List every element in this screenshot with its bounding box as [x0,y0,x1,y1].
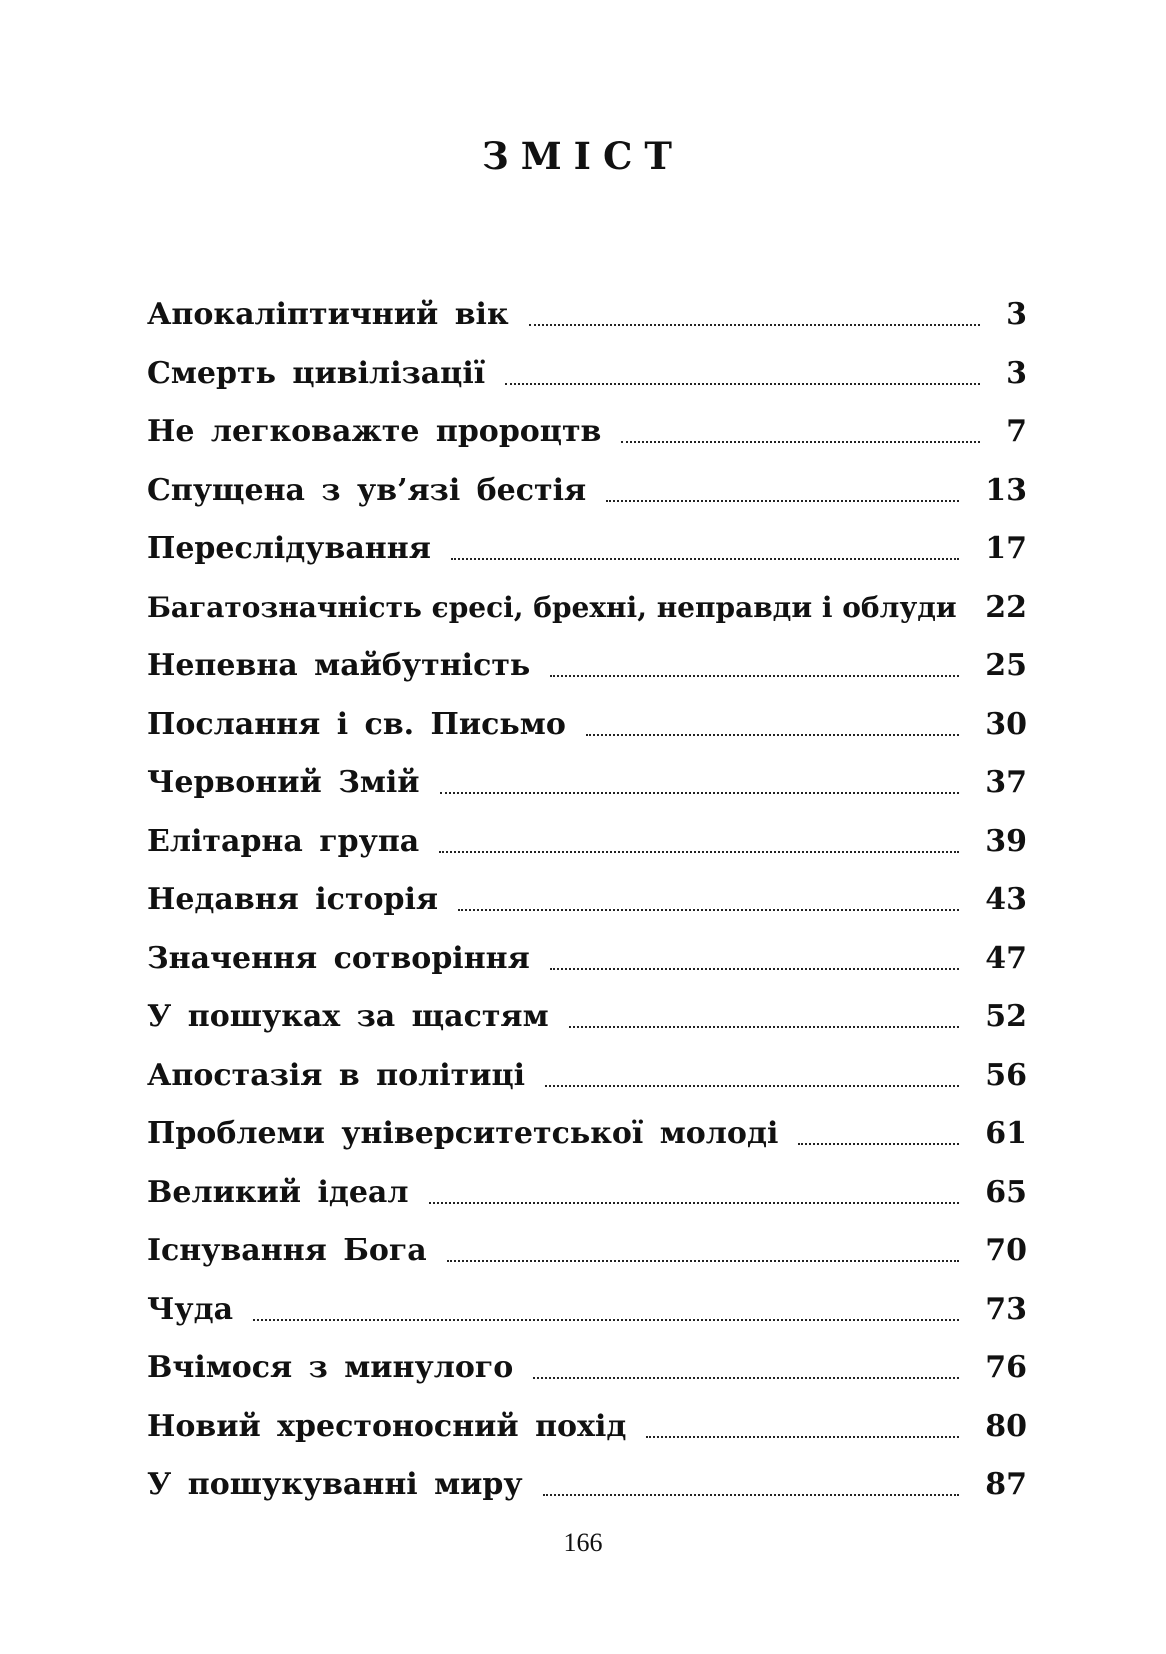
toc-entry-page: 87 [985,1467,1027,1502]
toc-entry [147,1398,1027,1457]
dot-leader [550,675,959,677]
toc-entry-page: 52 [985,999,1027,1034]
toc-entry-page: 47 [985,940,1027,976]
toc-entry-title: Вчімося з минулого [147,1350,514,1385]
page-title: ЗМІСТ [482,134,684,178]
toc-entry-title: Переслідування [147,531,431,566]
toc-entry-title: Існування Бога [147,1233,427,1268]
toc-entry [147,286,1027,345]
toc-entry-title: У пошукуванні миру [147,1467,523,1502]
toc-entry [147,1456,1027,1515]
toc-entry-title: Червоний Змій [147,765,420,800]
dot-leader [606,500,959,502]
toc-entry-page: 13 [985,472,1027,508]
toc-entry-title: Апокаліптичний вік [147,297,509,332]
toc-entry-title: Непевна майбутність [147,648,531,683]
toc-entry-title: Великий ідеал [147,1174,409,1210]
toc-entry [147,813,1027,872]
toc-entry-page: 43 [985,882,1027,917]
toc-entry [147,871,1027,930]
toc-entry-title: Спущена з ув’язі бестія [147,472,587,508]
toc-entry-page: 80 [985,1408,1027,1444]
dot-leader [529,324,981,326]
toc-entry-title: Послання і св. Письмо [147,706,566,742]
toc-entry [147,1047,1027,1106]
toc-entry [147,754,1027,813]
dot-leader [429,1202,960,1204]
toc-entry [147,1105,1027,1164]
toc-entry-page: 61 [985,1116,1027,1151]
toc-entry-title: Проблеми університетської молоді [147,1116,779,1151]
toc-entry-title: Апостазія в політиці [147,1057,526,1093]
toc-entry [147,930,1027,989]
toc-entry-title: Значення сотворіння [147,940,530,976]
dot-leader [569,1026,960,1028]
dot-leader [646,1436,959,1438]
toc-entry-title: Елітарна група [147,823,420,859]
toc-entry-title: Багатозначність єресі, брехні, неправди і облуди [147,590,957,624]
toc-entry [147,403,1027,462]
toc-entry-page: 70 [985,1233,1027,1268]
toc-entry-page: 30 [985,706,1027,742]
dot-leader [586,734,959,736]
toc-list [147,286,1027,1515]
toc-entry [147,462,1027,521]
toc-entry [147,1281,1027,1340]
toc-entry [147,1222,1027,1281]
toc-entry [147,520,1027,579]
dot-leader [621,441,980,443]
toc-entry-page: 76 [985,1350,1027,1385]
toc-entry-title: У пошуках за щастям [147,999,549,1034]
toc-entry-title: Чуда [147,1291,234,1327]
toc-entry [147,1164,1027,1223]
dot-leader [543,1494,960,1496]
toc-entry-page: 17 [985,531,1027,566]
toc-entry-page: 65 [985,1174,1027,1210]
dot-leader [440,792,960,794]
toc-entry-page: 25 [985,648,1027,683]
toc-entry [147,988,1027,1047]
toc-entry [147,345,1027,404]
dot-leader [439,851,959,853]
dot-leader [458,909,959,911]
dot-leader [545,1085,959,1087]
dot-leader [451,558,959,560]
dot-leader [798,1143,959,1145]
toc-entry-page: 39 [985,823,1027,859]
toc-entry [147,696,1027,755]
toc-entry-page: 3 [1006,297,1027,332]
dot-leader [253,1319,959,1321]
toc-entry [147,579,1027,638]
page-number: 166 [563,1528,603,1557]
toc-entry-page: 3 [1006,355,1027,391]
toc-entry-page: 56 [985,1057,1027,1093]
toc-entry-title: Не легковажте пророцтв [147,414,602,449]
dot-leader [505,383,980,385]
dot-leader [533,1377,959,1379]
toc-entry-page: 22 [985,589,1027,625]
toc-entry [147,1339,1027,1398]
toc-entry-page: 37 [985,765,1027,800]
toc-entry [147,637,1027,696]
toc-entry-page: 73 [985,1291,1027,1327]
toc-entry-title: Смерть цивілізації [147,355,486,391]
dot-leader [550,968,959,970]
toc-entry-title: Новий хрестоносний похід [147,1408,627,1444]
dot-leader [447,1260,960,1262]
toc-entry-title: Недавня історія [147,882,439,917]
toc-entry-page: 7 [1006,414,1027,449]
